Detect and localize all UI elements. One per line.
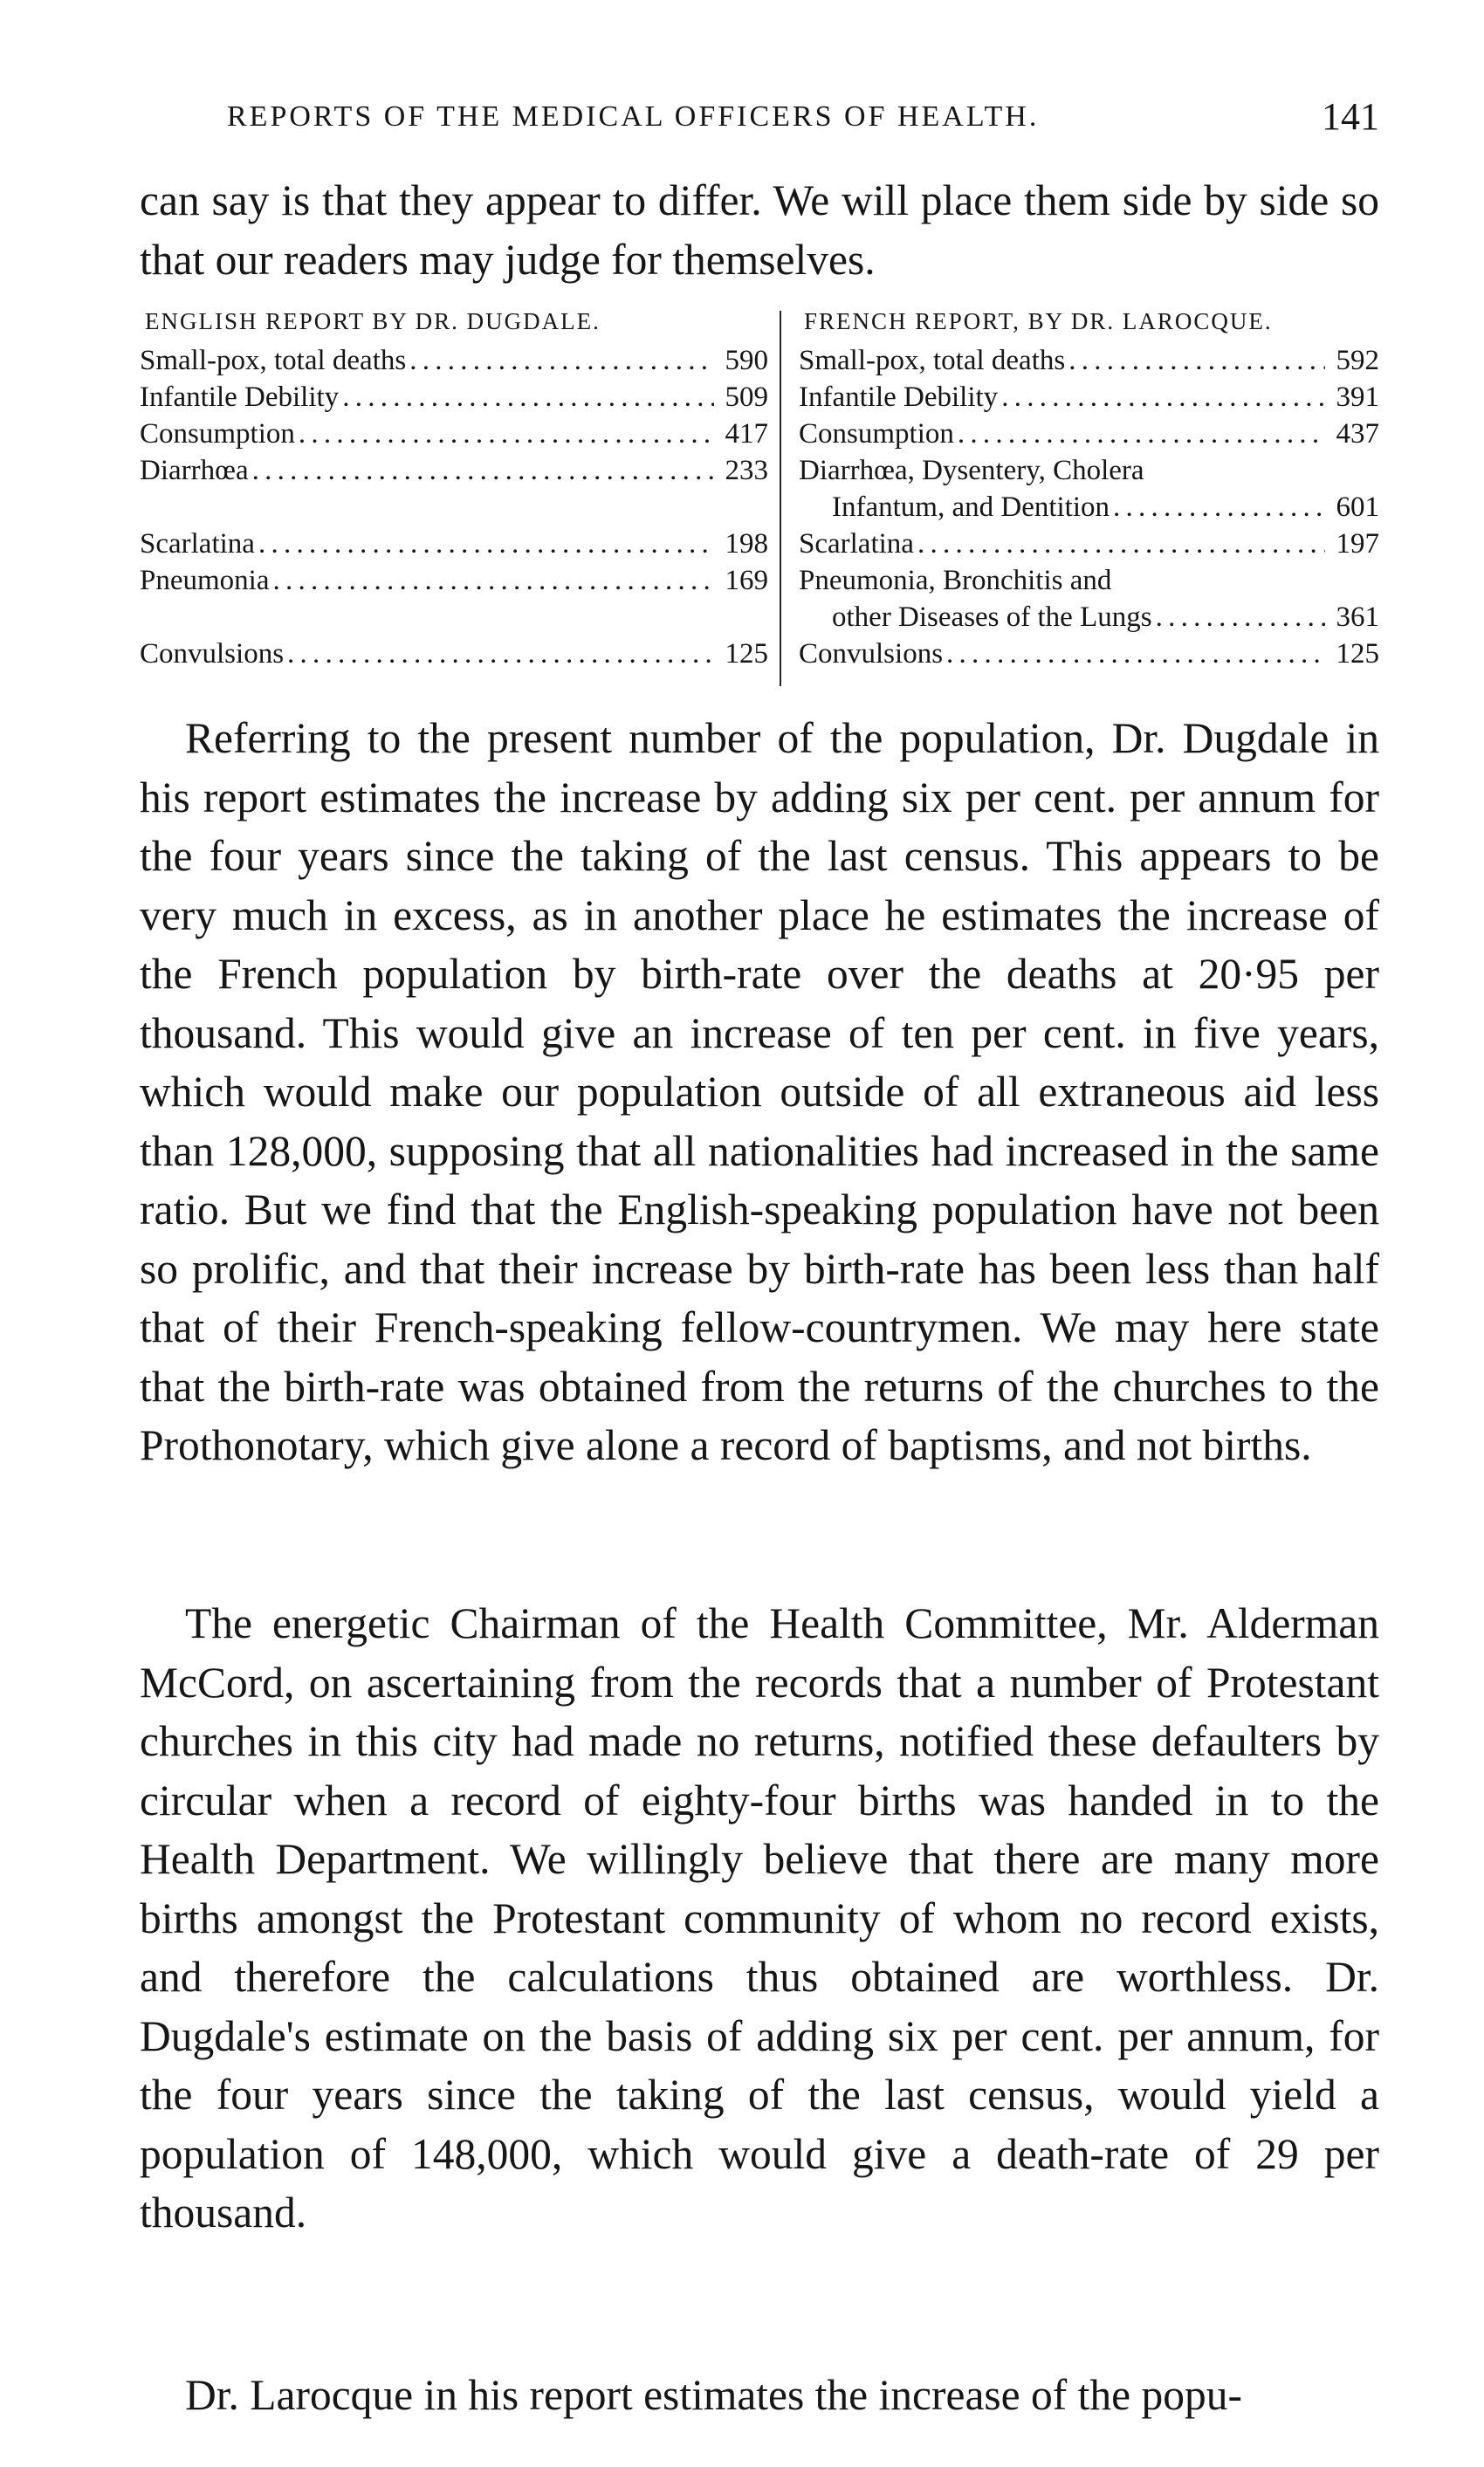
cause-label: Consumption bbox=[140, 418, 295, 450]
body-paragraph-block-1 bbox=[140, 709, 1379, 1475]
table-row bbox=[140, 379, 768, 416]
cause-label: Small-pox, total deaths bbox=[140, 345, 407, 376]
cause-label: Infantile Debility bbox=[799, 381, 999, 413]
body-paragraph-block-3 bbox=[140, 2366, 1379, 2425]
cause-label: Convulsions bbox=[799, 638, 944, 670]
running-title: REPORTS OF THE MEDICAL OFFICERS OF HEALTH. bbox=[227, 100, 1040, 133]
cause-label: Infantile Debility bbox=[140, 381, 340, 413]
page-number: 141 bbox=[1322, 95, 1379, 138]
body-paragraph: The energetic Chairman of the Health Committee, Mr. Alderman McCord, on ascertaining from the records that a number of Protestant churches in this city had made no returns, notified these defaulters by circular when a record of eighty-four births was handed in to the Health Department. We willingly believe that there are many more births amongst the Protestant community of whom no record exists, and therefore the calculations thus obtained are worthless. Dr. Dugdale's estimate on the basis of adding six per cent. per annum, for the four years since the taking of the last census, would yield a population of 148,000, which would give a death-rate of 29 per thousand. bbox=[140, 1599, 1379, 2237]
death-count: 601 bbox=[1336, 491, 1379, 523]
dot-leader bbox=[958, 416, 1325, 452]
french-report-table bbox=[799, 304, 1379, 672]
table-row bbox=[140, 526, 768, 562]
french-report-heading: FRENCH REPORT, BY DR. LAROCQUE. bbox=[804, 308, 1273, 334]
table-row bbox=[799, 452, 1379, 489]
table-row bbox=[140, 636, 768, 672]
cause-label: Diarrhœa, Dysentery, Cholera bbox=[799, 455, 1144, 486]
cause-label: Pneumonia bbox=[140, 565, 270, 596]
dot-leader bbox=[272, 562, 714, 599]
table-row bbox=[140, 452, 768, 489]
dot-leader bbox=[1001, 379, 1325, 416]
dot-leader bbox=[946, 636, 1325, 672]
cause-label: Scarlatina bbox=[140, 528, 255, 560]
dot-leader bbox=[1156, 599, 1325, 636]
table-row-continuation bbox=[799, 599, 1379, 636]
cause-label: Consumption bbox=[799, 418, 954, 450]
death-count: 361 bbox=[1336, 601, 1379, 633]
table-row bbox=[799, 416, 1379, 452]
death-count: 590 bbox=[725, 345, 768, 376]
cause-label: Diarrhœa bbox=[140, 455, 249, 486]
death-count: 197 bbox=[1336, 528, 1379, 560]
running-head bbox=[166, 91, 1379, 143]
cause-label: Scarlatina bbox=[799, 528, 914, 560]
dot-leader bbox=[258, 526, 714, 562]
body-paragraph: Dr. Larocque in his report estimates the increase of the popu- bbox=[185, 2371, 1242, 2419]
cause-label: Pneumonia, Bronchitis and bbox=[799, 565, 1112, 596]
intro-paragraph: can say is that they appear to differ. We will place them side by side so that our readers may judge for themselves. bbox=[140, 176, 1379, 284]
dot-leader bbox=[1068, 342, 1325, 379]
death-count: 592 bbox=[1336, 345, 1379, 376]
comparison-tables bbox=[140, 304, 1379, 697]
dot-leader bbox=[917, 526, 1325, 562]
table-row bbox=[799, 526, 1379, 562]
death-count: 125 bbox=[1336, 638, 1379, 670]
intro-paragraph-block bbox=[140, 171, 1379, 289]
death-count: 509 bbox=[725, 381, 768, 413]
cause-label: Small-pox, total deaths bbox=[799, 345, 1066, 376]
death-count: 391 bbox=[1336, 381, 1379, 413]
death-count: 125 bbox=[725, 638, 768, 670]
table-row bbox=[799, 379, 1379, 416]
body-paragraph: Referring to the present number of the population, Dr. Dugdale in his report estimates the increase by adding six per cent. per annum for the four years since the taking of the last census. This appears to be very much in excess, as in another place he estimates the increase of the French population by birth-rate over the deaths at 20·95 per thousand. This would give an increase of ten per cent. in five years, which would make our population outside of all extraneous aid less than 128,000, supposing that all nationalities had increased in the same ratio. But we find that the English-speaking population have not been so prolific, and that their increase by birth-rate has been less than half that of their French-speaking fellow-countrymen. We may here state that the birth-rate was obtained from the returns of the churches to the Prothonotary, which give alone a record of baptisms, and not births. bbox=[140, 714, 1379, 1469]
body-paragraph-block-2 bbox=[140, 1594, 1379, 2243]
row-spacer bbox=[140, 489, 768, 526]
cause-label-continuation: Infantum, and Dentition bbox=[832, 491, 1110, 523]
dot-leader bbox=[1113, 489, 1325, 526]
death-count: 233 bbox=[725, 455, 768, 486]
english-report-heading: ENGLISH REPORT BY DR. DUGDALE. bbox=[145, 308, 601, 334]
cause-label: Convulsions bbox=[140, 638, 285, 670]
table-row bbox=[140, 416, 768, 452]
row-spacer bbox=[140, 599, 768, 636]
english-report-table bbox=[140, 304, 768, 672]
table-row-continuation bbox=[799, 489, 1379, 526]
death-count: 417 bbox=[725, 418, 768, 450]
table-row bbox=[799, 636, 1379, 672]
cause-label-continuation: other Diseases of the Lungs bbox=[832, 601, 1152, 633]
table-row bbox=[140, 342, 768, 379]
table-row bbox=[799, 342, 1379, 379]
dot-leader bbox=[409, 342, 714, 379]
dot-leader bbox=[252, 452, 714, 489]
dot-leader bbox=[287, 636, 714, 672]
dot-leader bbox=[342, 379, 714, 416]
table-row bbox=[799, 562, 1379, 599]
table-row bbox=[140, 562, 768, 599]
column-divider bbox=[780, 311, 781, 686]
death-count: 169 bbox=[725, 565, 768, 596]
death-count: 437 bbox=[1336, 418, 1379, 450]
death-count: 198 bbox=[725, 528, 768, 560]
dot-leader bbox=[299, 416, 714, 452]
